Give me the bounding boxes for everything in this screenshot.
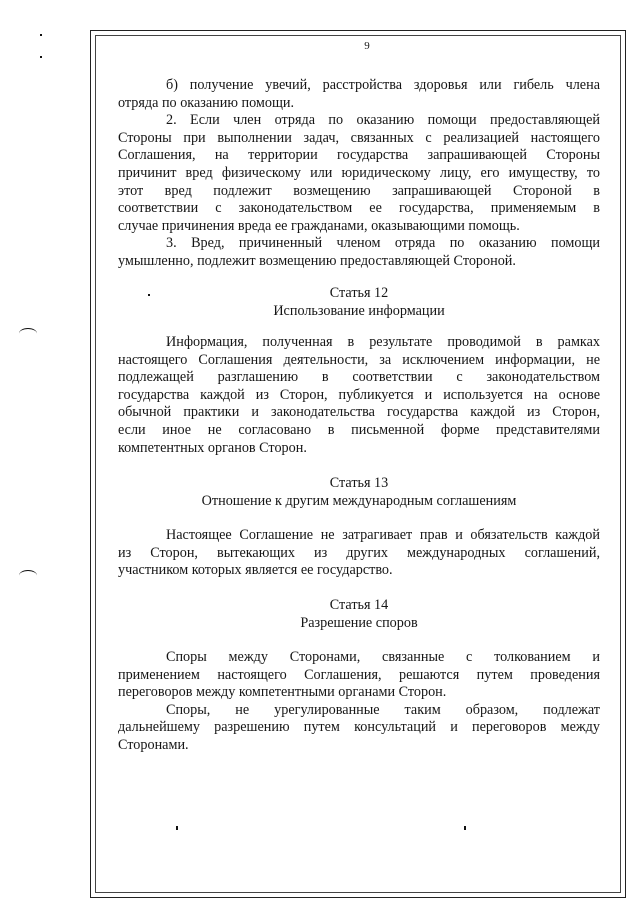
paragraph-line: Споры между Сторонами, связанные с толкованием и xyxy=(166,649,600,665)
article-12-body xyxy=(118,334,600,457)
paragraph-line: если иное не согласовано в письменной форме представителями xyxy=(118,421,600,438)
paragraph-line: б) получение увечий, расстройства здоровья или гибель члена xyxy=(166,77,600,93)
paragraph-line: причинит вред физическому или юридическому лицу, его имуществу, то xyxy=(118,164,600,181)
paragraph-line: из Сторон, вытекающих из других международных соглашений, xyxy=(118,544,600,561)
article-number: Статья 14 xyxy=(329,597,389,613)
article-title: Отношение к другим международным соглашениям xyxy=(201,492,517,509)
paragraph-line: умышленно, подлежит возмещению предоставляющей Стороной. xyxy=(118,252,516,269)
article-14-heading xyxy=(118,597,600,632)
scan-arc-mark xyxy=(19,328,37,339)
paragraph-line: обычной практики и законодательства государства каждой из Сторон, xyxy=(118,404,600,421)
article-continuation xyxy=(118,77,600,271)
paragraph-line: Стороны при выполнении задач, связанных с реализацией настоящего xyxy=(118,129,600,146)
paragraph-line: отряда по оказанию помощи. xyxy=(118,94,295,111)
paragraph-line: участником которых является ее государство. xyxy=(118,562,393,579)
article-title: Использование информации xyxy=(273,302,445,319)
paragraph-line: настоящего Соглашения деятельности, за исключением информации, не xyxy=(118,351,600,368)
article-14-body xyxy=(118,649,600,755)
paragraph-line: применением настоящего Соглашения, решаются путем проведения xyxy=(118,666,600,683)
scan-dot xyxy=(40,56,42,58)
paragraph-line: Соглашения, на территории государства запрашивающей Стороны xyxy=(118,147,600,164)
article-title: Разрешение споров xyxy=(300,614,418,631)
article-12-heading xyxy=(118,285,600,320)
paragraph-line: соответствии с законодательством ее государства, применяемым в xyxy=(118,200,600,217)
paragraph-line: Настоящее Соглашение не затрагивает прав и обязательств каждой xyxy=(166,527,600,543)
article-13-heading xyxy=(118,475,600,510)
scan-dot xyxy=(464,826,466,830)
scan-dot xyxy=(40,34,42,36)
paragraph-line: 2. Если член отряда по оказанию помощи предоставляющей xyxy=(166,112,600,129)
paragraph-line: государства каждой из Сторон, публикуется и используется на основе xyxy=(118,386,600,403)
paragraph-line: переговоров между компетентными органами Сторон. xyxy=(118,684,447,701)
scan-arc-mark xyxy=(19,570,37,581)
paragraph-line: компетентных органов Сторон. xyxy=(118,439,307,456)
paragraph-line: дальнейшему разрешению путем консультаций и переговоров между xyxy=(118,719,600,736)
paragraph-line: этот вред подлежит возмещению запрашивающей Стороной в xyxy=(118,182,600,199)
paragraph-line: 3. Вред, причиненный членом отряда по оказанию помощи xyxy=(166,235,600,252)
paragraph-line: Сторонами. xyxy=(118,736,189,753)
paragraph-line: случае причинения вреда ее гражданами, оказывающими помощь. xyxy=(118,217,520,234)
paragraph-line: подлежащей разглашению в соответствии с законодательством xyxy=(118,369,600,386)
scan-dot xyxy=(176,826,178,830)
article-number: Статья 13 xyxy=(329,475,389,491)
paragraph-line: Информация, полученная в результате проводимой в рамках xyxy=(166,334,600,350)
paragraph-line: Споры, не урегулированные таким образом, подлежат xyxy=(166,701,600,718)
article-13-body xyxy=(118,527,600,580)
page-number: 9 xyxy=(364,40,370,52)
article-number: Статья 12 xyxy=(329,285,389,301)
